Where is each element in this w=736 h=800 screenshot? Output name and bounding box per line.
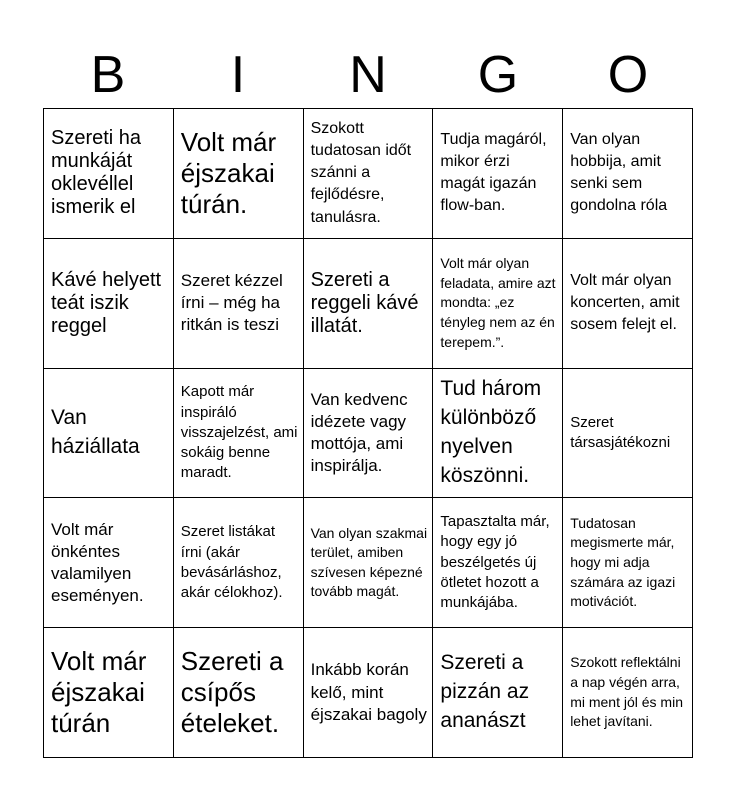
bingo-cell: [563, 369, 693, 499]
header-letter-g: G: [477, 46, 519, 104]
header-letter-o: O: [607, 46, 649, 104]
cell-text: Van olyan szakmai terület, amiben szívesen képezné tovább magát.: [310, 524, 428, 600]
bingo-cell: [174, 109, 304, 239]
cell-text: Tapasztalta már, hogy egy jó beszélgetés új ötletet hozott a munkájába.: [440, 513, 550, 612]
bingo-cell: [44, 109, 174, 239]
cell-text: Szeret társasjátékozni: [570, 413, 671, 451]
bingo-cell: [174, 239, 304, 369]
cell-text: Kapott már inspiráló visszajelzést, ami sokáig benne maradt.: [180, 383, 298, 482]
cell-text: Inkább korán kelő, mint éjszakai bagoly: [310, 660, 427, 724]
bingo-cell: [174, 498, 304, 628]
cell-text: Van háziállata: [51, 406, 140, 458]
cell-text: Szereti ha munkáját oklevéllel ismerik el: [51, 127, 142, 219]
bingo-grid: [43, 108, 693, 758]
bingo-cell: [44, 369, 174, 499]
cell-text: Szereti a csípős ételeket.: [180, 645, 284, 739]
cell-text: Szereti a reggeli kávé illatát.: [310, 268, 419, 337]
cell-text: Tudatosan megismerte már, hogy mi adja számára az igazi motivációt.: [570, 514, 676, 610]
bingo-cell: [304, 109, 434, 239]
bingo-cell: [433, 628, 563, 758]
header-letter-i: I: [230, 46, 246, 104]
bingo-cell: [563, 628, 693, 758]
header-letter-b: B: [90, 46, 126, 104]
bingo-cell: [433, 369, 563, 499]
cell-text: Van kedvenc idézete vagy mottója, ami inspirálja.: [310, 389, 408, 476]
cell-text: Szokott reflektálni a nap végén arra, mi ment jól és min lehet javítani.: [570, 654, 683, 730]
cell-text: Volt már olyan feladata, amire azt mondta: „ez tényleg nem az én terepem.”.: [440, 255, 556, 350]
bingo-cell: [44, 498, 174, 628]
cell-text: Szokott tudatosan időt szánni a fejlődésre, tanulásra.: [310, 120, 412, 226]
bingo-cell: [563, 239, 693, 369]
cell-text: Tudja magáról, mikor érzi magát igazán flow-ban.: [440, 131, 547, 215]
bingo-cell: [433, 239, 563, 369]
bingo-cell: [304, 628, 434, 758]
header-letter-n: N: [349, 46, 387, 104]
bingo-cell: [563, 498, 693, 628]
cell-text: Szeret listákat írni (akár bevásárláshoz, akár célokhoz).: [180, 523, 283, 602]
bingo-cell: [174, 628, 304, 758]
cell-text: Volt már éjszakai túrán.: [180, 126, 277, 219]
cell-text: Volt már éjszakai túrán: [51, 645, 147, 739]
bingo-header: [43, 44, 693, 106]
bingo-cell: [304, 369, 434, 499]
cell-text: Szereti a pizzán az ananászt: [440, 651, 530, 733]
cell-text: Kávé helyett teát iszik reggel: [51, 268, 162, 337]
bingo-cell: [44, 239, 174, 369]
cell-text: Szeret kézzel írni – még ha ritkán is teszi: [180, 271, 283, 335]
cell-text: Volt már önkéntes valamilyen eseményen.: [51, 519, 144, 605]
cell-text: Tud három különböző nyelven köszönni.: [440, 377, 542, 487]
bingo-cell: [563, 109, 693, 239]
bingo-cell: [304, 239, 434, 369]
bingo-cell: [174, 369, 304, 499]
bingo-cell: [433, 109, 563, 239]
bingo-cell: [433, 498, 563, 628]
bingo-cell: [44, 628, 174, 758]
bingo-cell: [304, 498, 434, 628]
cell-text: Volt már olyan koncerten, amit sosem felejt el.: [570, 272, 680, 334]
cell-text: Van olyan hobbija, amit senki sem gondolna róla: [570, 131, 668, 215]
